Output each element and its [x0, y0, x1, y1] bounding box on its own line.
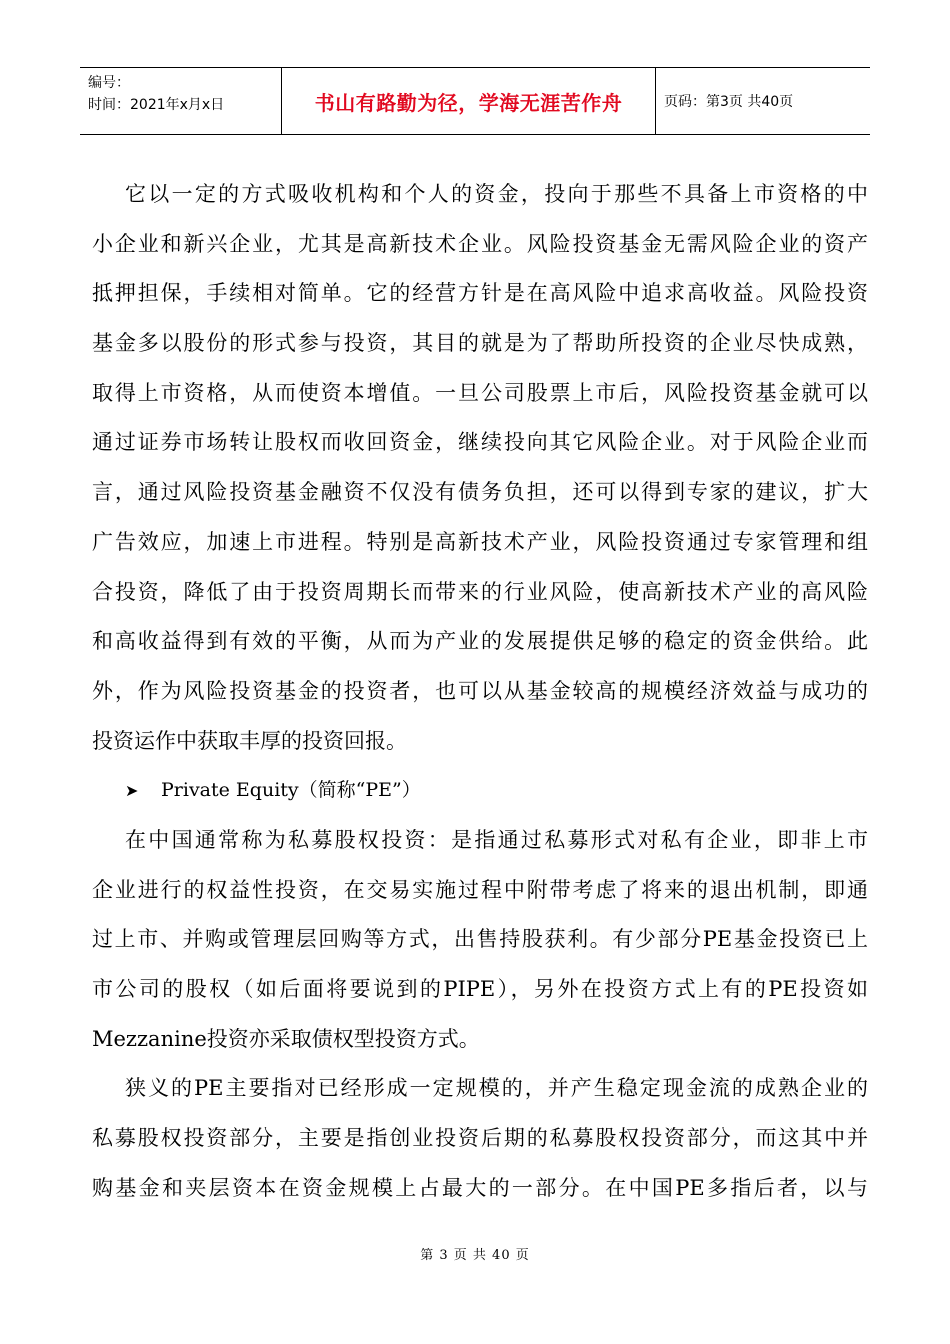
text-line: 过上市、并购或管理层回购等方式，出售持股获利。有少部分PE基金投资已上 [92, 927, 868, 952]
text-line: 外，作为风险投资基金的投资者，也可以从基金较高的规模经济效益与成功的 [92, 678, 868, 703]
section-heading-pe [92, 766, 868, 816]
page-footer: 第 3 页 共 40 页 [420, 1248, 530, 1263]
text-line: 企业进行的权益性投资，在交易实施过程中附带考虑了将来的退出机制，即通 [92, 877, 868, 902]
text-line: 投资运作中获取丰厚的投资回报。 [92, 728, 407, 753]
text-line: 私募股权投资部分，主要是指创业投资后期的私募股权投资部分，而这其中并 [92, 1126, 868, 1151]
paragraph-3 [92, 1064, 868, 1213]
text-line: 狭义的PE主要指对已经形成一定规模的，并产生稳定现金流的成熟企业的 [125, 1076, 868, 1101]
text-line: 抵押担保，手续相对简单。它的经营方针是在高风险中追求高收益。风险投资 [92, 281, 868, 306]
text-line: 言，通过风险投资基金融资不仅没有债务负担，还可以得到专家的建议，扩大 [92, 480, 868, 505]
text-line: 小企业和新兴企业，尤其是高新技术企业。风险投资基金无需风险企业的资产 [92, 231, 868, 256]
text-line: 合投资，降低了由于投资周期长而带来的行业风险，使高新技术产业的高风险 [92, 579, 868, 604]
text-line: 它以一定的方式吸收机构和个人的资金，投向于那些不具备上市资格的中 [125, 182, 868, 206]
text-line: 在中国通常称为私募股权投资：是指通过私募形式对私有企业，即非上市 [125, 827, 868, 852]
text-line: 广告效应，加速上市进程。特别是高新技术产业，风险投资通过专家管理和组 [92, 529, 868, 554]
doc-time-label: 时间：2021年x月x日 [88, 97, 225, 113]
text-line: 取得上市资格，从而使资本增值。一旦公司股票上市后，风险投资基金就可以 [92, 380, 868, 405]
text-line: 通过证券市场转让股权而收回资金，继续投向其它风险企业。对于风险企业而 [92, 430, 868, 455]
text-line: Mezzanine投资亦采取债权型投资方式。 [92, 1026, 480, 1051]
page-header [80, 67, 870, 135]
arrow-bullet-icon: ➤ [125, 781, 139, 801]
text-line: 和高收益得到有效的平衡，从而为产业的发展提供足够的稳定的资金供给。此 [92, 629, 868, 654]
text-line: 购基金和夹层资本在资金规模上占最大的一部分。在中国PE多指后者，以与 [92, 1175, 868, 1200]
document-body [92, 170, 868, 1213]
header-page-label: 页码：第3页 共40页 [664, 94, 794, 110]
paragraph-1 [92, 170, 868, 766]
section-heading-text: Private Equity（简称“PE”） [161, 779, 421, 802]
header-motto: 书山有路勤为径，学海无涯苦作舟 [282, 68, 656, 134]
doc-number-label: 编号： [88, 75, 130, 91]
text-line: 基金多以股份的形式参与投资，其目的就是为了帮助所投资的企业尽快成熟， [92, 331, 868, 356]
header-meta [80, 68, 282, 134]
paragraph-2 [92, 816, 868, 1064]
text-line: 市公司的股权（如后面将要说到的PIPE），另外在投资方式上有的PE投资如 [92, 977, 868, 1001]
